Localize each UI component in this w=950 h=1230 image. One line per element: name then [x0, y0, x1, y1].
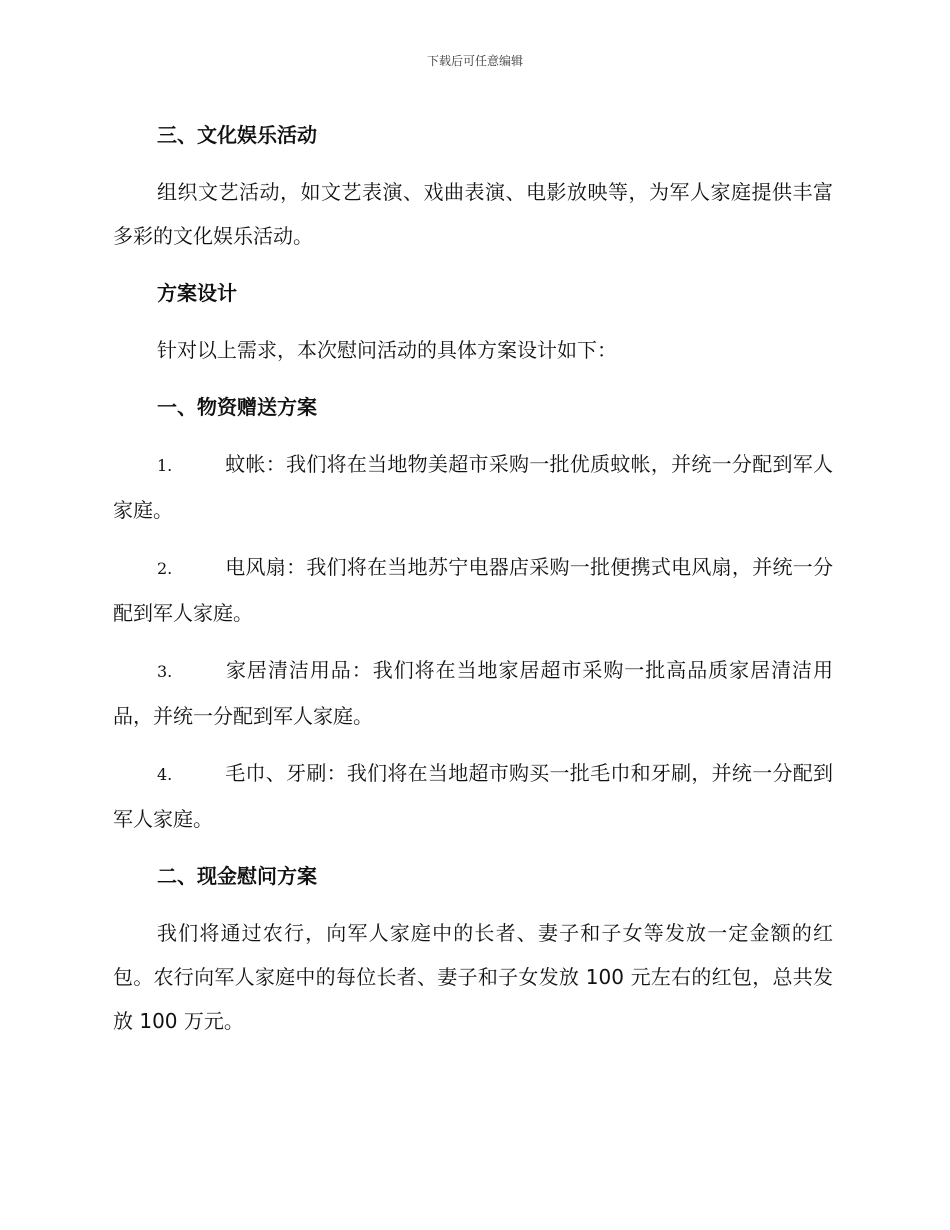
paragraph-culture: 组织文艺活动，如文艺表演、戏曲表演、电影放映等，为军人家庭提供丰富多彩的文化娱乐活动。 [113, 180, 833, 248]
list-item-text: 蚊帐：我们将在当地物美超市采购一批优质蚊帐，并统一分配到军人家庭。 [113, 452, 833, 522]
list-item-text: 电风扇：我们将在当地苏宁电器店采购一批便携式电风扇，并统一分配到军人家庭。 [113, 555, 833, 625]
section-heading-plan: 方案设计 [157, 281, 237, 305]
paragraph-plan-intro: 针对以上需求，本次慰问活动的具体方案设计如下： [157, 338, 617, 362]
list-item [113, 442, 833, 532]
section-heading-cash: 二、现金慰问方案 [157, 864, 317, 888]
paragraph-cash: 我们将通过农行，向军人家庭中的长者、妻子和子女等发放一定金额的红包。农行向军人家庭中的每位长者、妻子和子女发放 100 元左右的红包，总共发放 100 万元。 [113, 921, 833, 1033]
page-header-note: 下载后可任意编辑 [426, 54, 523, 68]
list-item [113, 545, 833, 635]
list-item-number: 3. [157, 662, 173, 681]
list-item-number: 4. [157, 765, 173, 784]
section-heading-culture: 三、文化娱乐活动 [157, 123, 317, 147]
document-body [113, 113, 833, 1056]
list-item [113, 648, 833, 738]
list-item-number: 2. [157, 559, 173, 578]
list-item [113, 751, 833, 841]
list-item-number: 1. [157, 456, 173, 475]
section-heading-goods: 一、物资赠送方案 [157, 395, 317, 419]
list-item-text: 家居清洁用品：我们将在当地家居超市采购一批高品质家居清洁用品，并统一分配到军人家庭。 [113, 658, 833, 728]
list-item-text: 毛巾、牙刷：我们将在当地超市购买一批毛巾和牙刷，并统一分配到军人家庭。 [113, 761, 833, 831]
